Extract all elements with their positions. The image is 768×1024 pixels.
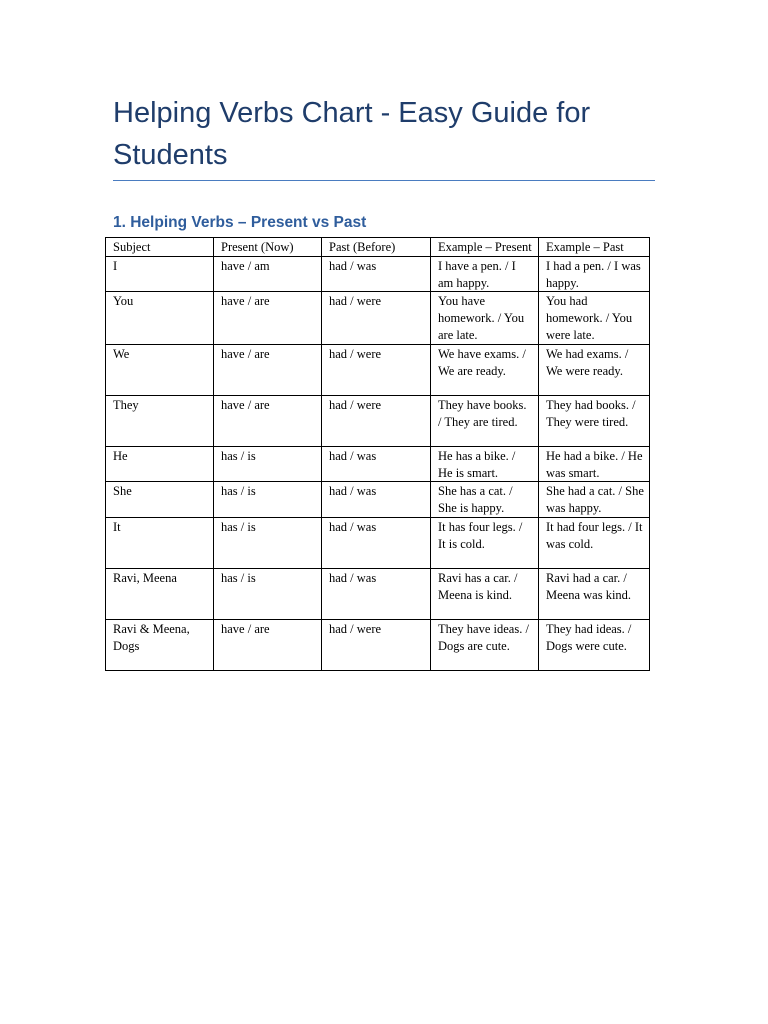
- cell-past: had / was: [322, 446, 431, 482]
- section-heading: 1. Helping Verbs – Present vs Past: [113, 214, 367, 231]
- cell-present: have / are: [214, 619, 322, 670]
- document-title: Helping Verbs Chart - Easy Guide for Students: [113, 97, 591, 171]
- column-header-past: Past (Before): [322, 238, 431, 257]
- cell-present: have / are: [214, 292, 322, 344]
- cell-subject: I: [106, 256, 214, 292]
- cell-present: have / are: [214, 395, 322, 446]
- cell-example-past: She had a cat. / She was happy.: [539, 482, 650, 518]
- cell-subject: You: [106, 292, 214, 344]
- cell-example-present: We have exams. / We are ready.: [431, 344, 539, 395]
- cell-example-present: I have a pen. / I am happy.: [431, 256, 539, 292]
- cell-present: has / is: [214, 446, 322, 482]
- table-header-row: [106, 238, 650, 257]
- cell-past: had / were: [322, 395, 431, 446]
- cell-present: have / are: [214, 344, 322, 395]
- cell-past: had / was: [322, 482, 431, 518]
- cell-past: had / were: [322, 292, 431, 344]
- table-row: [106, 256, 650, 292]
- cell-example-past: He had a bike. / He was smart.: [539, 446, 650, 482]
- cell-example-present: Ravi has a car. / Meena is kind.: [431, 568, 539, 619]
- column-header-present: Present (Now): [214, 238, 322, 257]
- cell-present: has / is: [214, 517, 322, 568]
- cell-subject: Ravi, Meena: [106, 568, 214, 619]
- table-row: [106, 292, 650, 344]
- table-row: [106, 344, 650, 395]
- cell-example-present: They have ideas. / Dogs are cute.: [431, 619, 539, 670]
- cell-example-past: They had books. / They were tired.: [539, 395, 650, 446]
- column-header-example-present: Example – Present: [431, 238, 539, 257]
- table-row: [106, 568, 650, 619]
- title-underline-divider: [113, 180, 655, 181]
- table-row: [106, 619, 650, 670]
- table-row: [106, 395, 650, 446]
- table-row: [106, 517, 650, 568]
- cell-example-past: We had exams. / We were ready.: [539, 344, 650, 395]
- cell-example-present: She has a cat. / She is happy.: [431, 482, 539, 518]
- cell-example-present: He has a bike. / He is smart.: [431, 446, 539, 482]
- cell-example-present: They have books. / They are tired.: [431, 395, 539, 446]
- helping-verbs-table: [105, 237, 650, 671]
- cell-example-past: They had ideas. / Dogs were cute.: [539, 619, 650, 670]
- cell-present: has / is: [214, 568, 322, 619]
- cell-past: had / were: [322, 619, 431, 670]
- cell-past: had / was: [322, 517, 431, 568]
- cell-subject: He: [106, 446, 214, 482]
- cell-subject: We: [106, 344, 214, 395]
- column-header-subject: Subject: [106, 238, 214, 257]
- cell-example-past: You had homework. / You were late.: [539, 292, 650, 344]
- cell-subject: It: [106, 517, 214, 568]
- cell-example-present: It has four legs. / It is cold.: [431, 517, 539, 568]
- cell-present: have / am: [214, 256, 322, 292]
- cell-subject: She: [106, 482, 214, 518]
- table-row: [106, 482, 650, 518]
- cell-example-past: Ravi had a car. / Meena was kind.: [539, 568, 650, 619]
- table-row: [106, 446, 650, 482]
- cell-example-present: You have homework. / You are late.: [431, 292, 539, 344]
- column-header-example-past: Example – Past: [539, 238, 650, 257]
- cell-example-past: I had a pen. / I was happy.: [539, 256, 650, 292]
- cell-past: had / were: [322, 344, 431, 395]
- cell-past: had / was: [322, 256, 431, 292]
- cell-present: has / is: [214, 482, 322, 518]
- cell-subject: Ravi & Meena, Dogs: [106, 619, 214, 670]
- cell-past: had / was: [322, 568, 431, 619]
- cell-subject: They: [106, 395, 214, 446]
- cell-example-past: It had four legs. / It was cold.: [539, 517, 650, 568]
